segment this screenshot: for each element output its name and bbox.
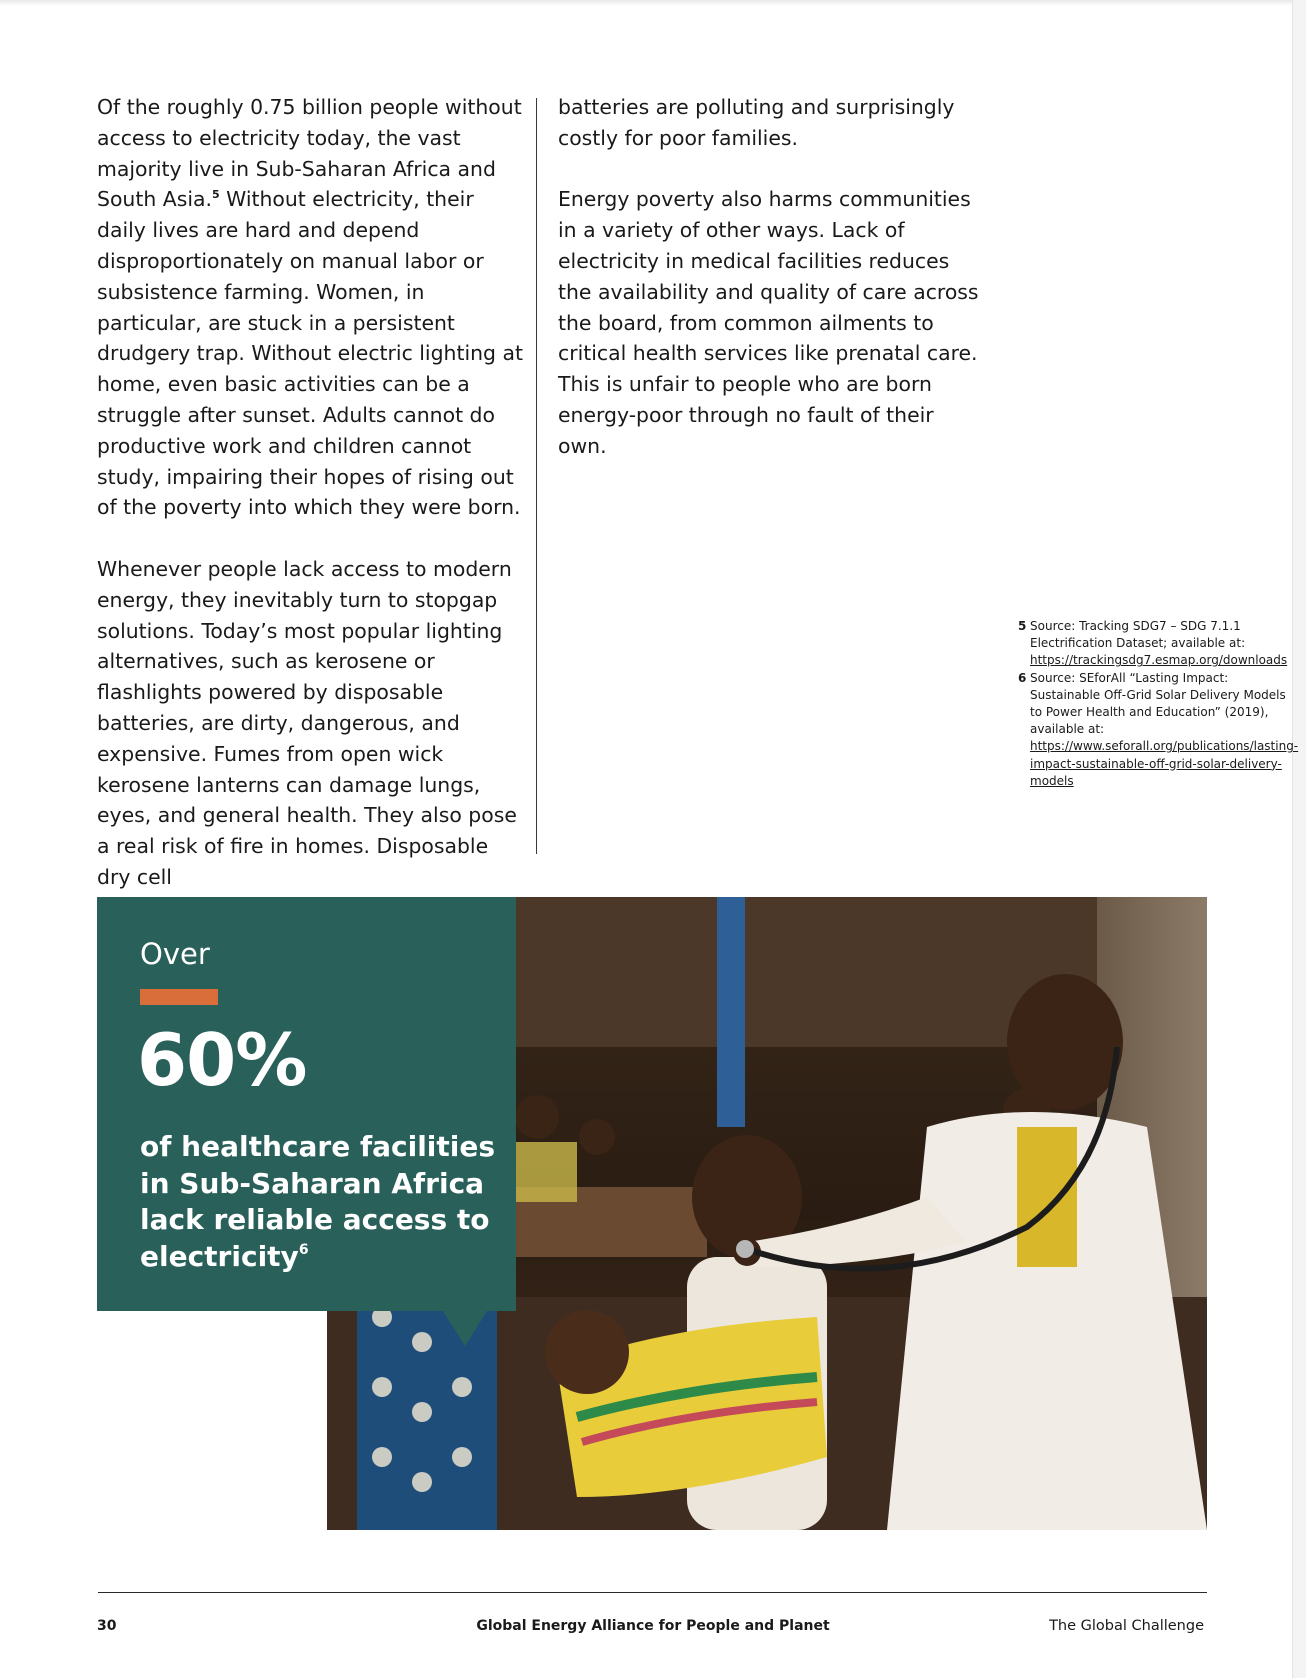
footer-rule: [98, 1592, 1207, 1593]
footnote-6: 6 Source: SEforAll “Lasting Impact: Sustainable Off-Grid Solar Delivery Models to Power Health and Education” (2019), available at: https://www.seforall.org/publications/lasting-impact-sustainable-off-grid-solar-delivery-models: [1018, 670, 1213, 790]
column-divider: [536, 98, 537, 854]
stat-callout: [97, 897, 516, 1311]
footnote-6-link[interactable]: https://www.seforall.org/publications/lasting-impact-sustainable-off-grid-solar-delivery-models: [1030, 739, 1299, 788]
callout-description: of healthcare facilities in Sub-Saharan Africa lack reliable access to electricity$^6$: [140, 1130, 496, 1273]
paragraph-batteries: batteries are polluting and surprisingly costly for poor families.: [558, 95, 955, 150]
paragraph-community-harm: Energy poverty also harms communities in a variety of other ways. Lack of electricity in medical facilities reduces the availability and quality of care across the board, from common ailments to critical health services like prenatal care. This is unfair to people who are born energy-poor through no fault of their own.: [558, 187, 979, 458]
footnotes: [1018, 618, 1299, 790]
page-right-edge: [1292, 0, 1306, 1678]
footnote-5: 5 Source: Tracking SDG7 – SDG 7.1.1 Electrification Dataset; available at: https://trackingsdg7.esmap.org/downloads: [1018, 618, 1213, 670]
callout-over-label: Over: [140, 937, 210, 971]
body-column-right: [558, 92, 988, 492]
page-number: 30: [97, 1618, 117, 1634]
paragraph-energy-access: Of the roughly 0.75 billion people without access to electricity today, the vast majority live in Sub-Saharan Africa and South Asia.$^5$ Without electricity, their daily lives are hard and depend disproportionately on manual labor or subsistence farming. Women, in particular, are stuck in a persistent drudgery trap. Without electric lighting at home, even basic activities can be a struggle after sunset. Adults cannot do productive work and children cannot study, impairing their hopes of rising out of the poverty into which they were born.: [97, 95, 523, 520]
paragraph-stopgap-solutions: Whenever people lack access to modern energy, they inevitably turn to stopgap solutions. Today’s most popular lighting alternatives, such as kerosene or flashlights powered by disposable batteries, are dirty, dangerous, and expensive. Fumes from open wick kerosene lanterns can damage lungs, eyes, and general health. They also pose a real risk of fire in homes. Disposable dry cell: [97, 556, 517, 889]
callout-accent-bar: [140, 989, 218, 1005]
page-top-shadow: [0, 0, 1306, 6]
footer-publication-title: Global Energy Alliance for People and Planet: [476, 1618, 830, 1634]
callout-percent: 60%: [137, 1018, 307, 1102]
footnote-number: 6: [1018, 670, 1027, 685]
callout-pointer: [443, 1311, 487, 1346]
footnote-ref-5[interactable]: 5: [211, 188, 220, 202]
footnote-ref-6[interactable]: 6: [298, 1241, 309, 1258]
footer-section-title: The Global Challenge: [1049, 1618, 1204, 1634]
footnote-number: 5: [1018, 619, 1027, 633]
footnote-5-link[interactable]: https://trackingsdg7.esmap.org/downloads: [1030, 653, 1288, 668]
body-column-left: [97, 92, 527, 924]
